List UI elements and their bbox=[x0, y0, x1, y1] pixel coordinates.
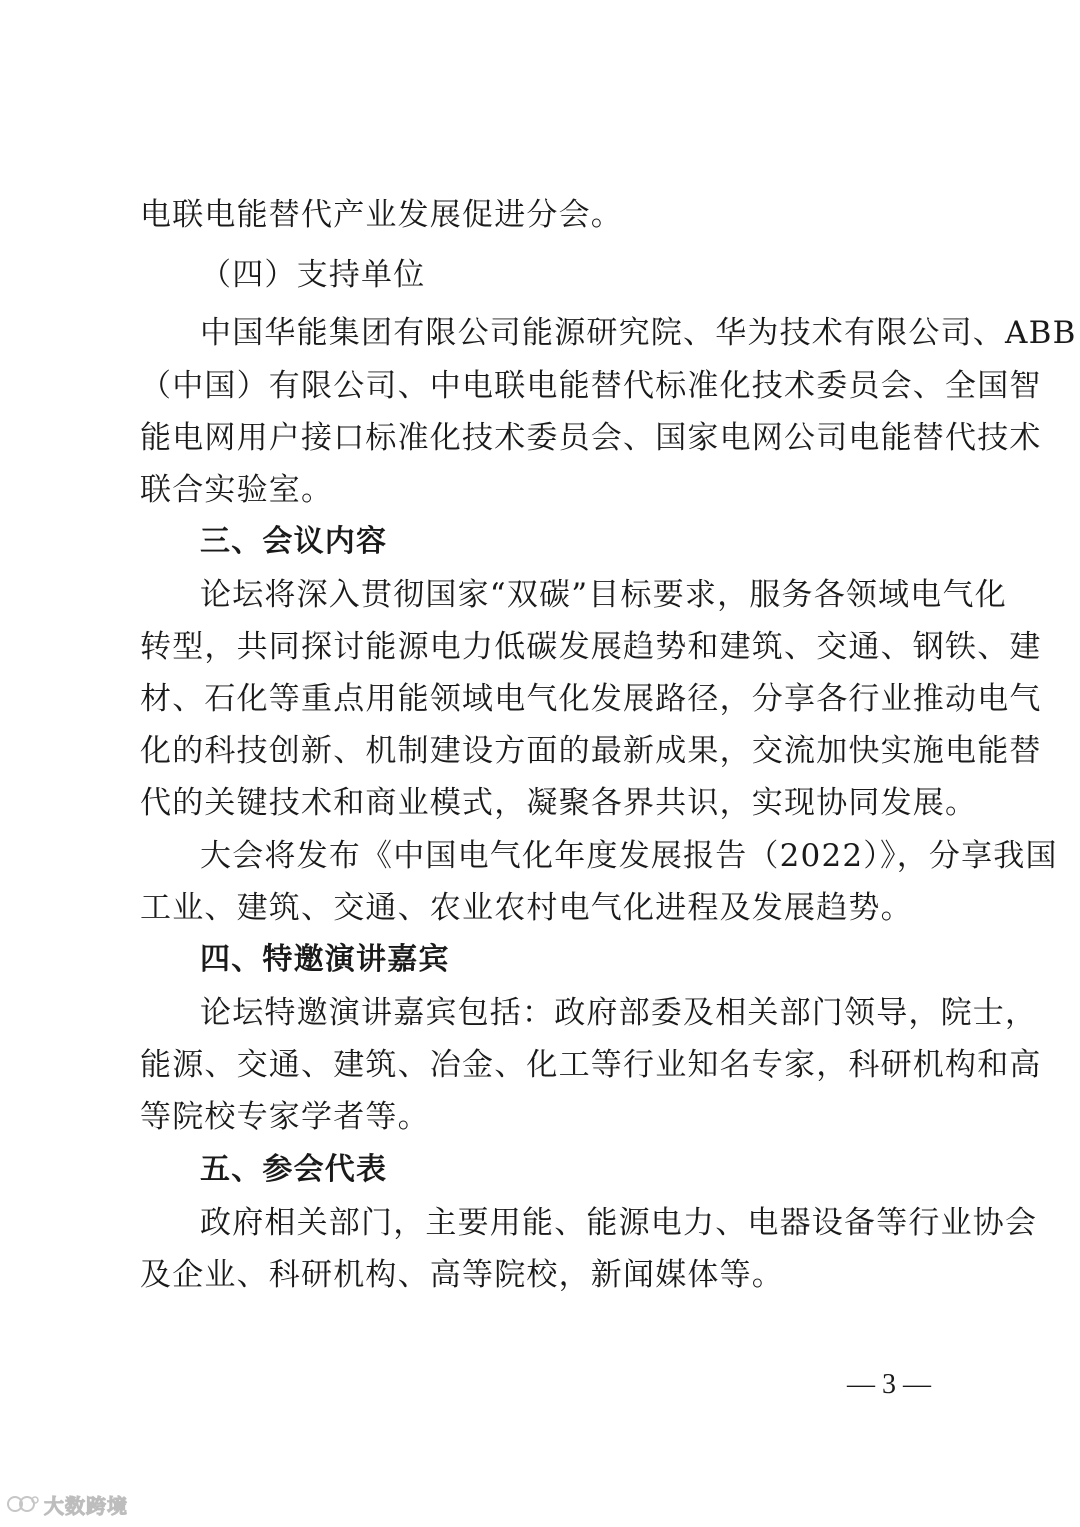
paragraph-line: 等院校专家学者等。 bbox=[140, 1099, 430, 1135]
section-heading: 三、会议内容 bbox=[200, 524, 388, 559]
section-heading: 四、特邀演讲嘉宾 bbox=[200, 942, 450, 977]
page-number: — 3 — bbox=[847, 1369, 931, 1400]
paragraph-line: 论坛将深入贯彻国家“双碳”目标要求，服务各领域电气化 bbox=[200, 577, 1007, 613]
paragraph-line: 代的关键技术和商业模式，凝聚各界共识，实现协同发展。 bbox=[140, 785, 978, 821]
watermark-text: 大数跨境 bbox=[44, 1493, 128, 1518]
watermark bbox=[6, 1488, 128, 1520]
paragraph-line: 论坛特邀演讲嘉宾包括：政府部委及相关部门领导，院士， bbox=[200, 995, 1038, 1031]
section-heading: 五、参会代表 bbox=[200, 1152, 388, 1187]
paragraph-line: （中国）有限公司、中电联电能替代标准化技术委员会、全国智 bbox=[140, 368, 1042, 404]
subsection-heading: （四）支持单位 bbox=[200, 257, 426, 293]
paragraph-line: 大会将发布《中国电气化年度发展报告（2022）》，分享我国 bbox=[200, 838, 1058, 874]
paragraph-line: 电联电能替代产业发展促进分会。 bbox=[140, 197, 623, 233]
paragraph-line: 联合实验室。 bbox=[140, 472, 334, 508]
paragraph-line: 化的科技创新、机制建设方面的最新成果，交流加快实施电能替 bbox=[140, 733, 1042, 769]
paragraph-line: 政府相关部门，主要用能、能源电力、电器设备等行业协会 bbox=[200, 1205, 1038, 1241]
paragraph-line: 转型，共同探讨能源电力低碳发展趋势和建筑、交通、钢铁、建 bbox=[140, 629, 1042, 665]
paragraph-line: 工业、建筑、交通、农业农村电气化进程及发展趋势。 bbox=[140, 890, 913, 926]
paragraph-line: 材、石化等重点用能领域电气化发展路径，分享各行业推动电气 bbox=[140, 681, 1042, 717]
paragraph-line: 能源、交通、建筑、冶金、化工等行业知名专家，科研机构和高 bbox=[140, 1047, 1042, 1083]
paragraph-line: 及企业、科研机构、高等院校，新闻媒体等。 bbox=[140, 1257, 784, 1293]
watermark-logo-icon bbox=[6, 1492, 40, 1516]
paragraph-line: 中国华能集团有限公司能源研究院、华为技术有限公司、ABB bbox=[200, 315, 1077, 351]
paragraph-line: 能电网用户接口标准化技术委员会、国家电网公司电能替代技术 bbox=[140, 420, 1042, 456]
